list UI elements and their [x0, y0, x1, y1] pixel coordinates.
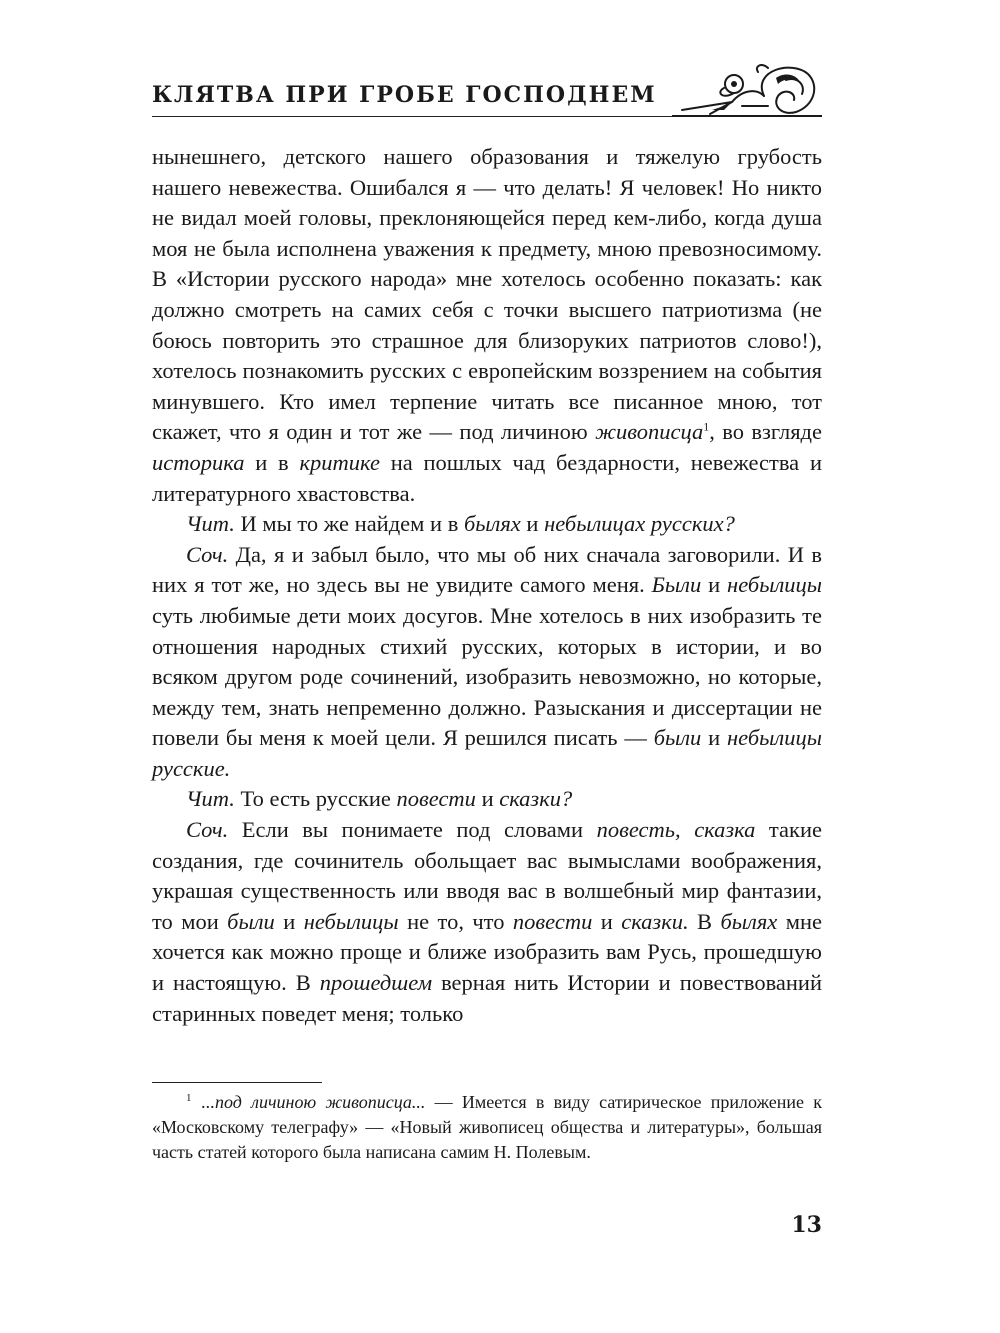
text-run: нынешнего, детского нашего образования и тяжелую грубость нашего невежества. Ошибался я — что делать! Я человек! Но никто не видал моей головы, преклоняющейся перед кем-либо, когда душа моя не была исполнена уважения к предмету, мною превозносимому. В «Истории русского народа» мне хотелось особенно показать: как должно смотреть на самих себя с точки высшего патриотизма (не боюсь повторить это страшное для близоруких патриотов слово!), хотелось познакомить русских с европейским воззрением на события минувшего. Кто имел терпение читать все писанное мною, тот скажет, что я один и тот же — под личиною — [152, 144, 822, 445]
text-run: и в — [244, 449, 300, 475]
header-rule — [152, 116, 682, 117]
italic-run: небылицы русские. — [152, 725, 822, 781]
italic-run: небылицы — [727, 572, 823, 598]
italic-run: небылицы — [303, 908, 399, 934]
text-run: такие создания, где сочинитель обольщает вас вымыслами воображения, украшая существенность или вводя вас в волшебный мир фантазии, то мои — [152, 817, 822, 934]
page-number: 13 — [791, 1212, 822, 1238]
text-run: и — [592, 908, 622, 934]
italic-run: историка — [152, 449, 245, 475]
speaker-label: Чит. — [186, 511, 235, 537]
dialogue-author-2 — [152, 815, 822, 1029]
italic-run: критике — [299, 449, 380, 475]
italic-run: небылицах русских? — [544, 511, 735, 537]
text-run: В — [688, 908, 721, 934]
italic-run: былях — [463, 511, 521, 537]
text-run: и — [274, 908, 304, 934]
text-run: То есть русские — [234, 786, 397, 812]
dialogue-reader-2 — [152, 784, 822, 815]
text-run: суть любимые дети моих досугов. Мне хотелось в них изобразить те отношения народных стихий русских, которых в истории, и во всяком другом роде сочинений, изобразить невозможно, но которые, между тем, знать непременно должно. Разыскания и диссертации не повели бы меня к моей цели. Я решился писать — — [152, 602, 822, 751]
speaker-label: Соч. — [186, 817, 229, 843]
italic-run: сказки? — [499, 786, 573, 812]
text-run: верная нить Истории и повествований старинных поведет меня; только — [152, 970, 823, 1026]
italic-run: живописца — [595, 419, 704, 445]
italic-run: повести — [512, 908, 593, 934]
running-header — [152, 60, 822, 130]
footnote-body: — Имеется в виду сатирическое приложение к «Московскому телеграфу» — «Новый живописец общества и литературы», большая часть статей которого была написана самим Н. Полевым. — [152, 1092, 822, 1162]
text-run: на пошлых чад бездарности, невежества и литературного хвастовства. — [152, 449, 822, 506]
running-title: КЛЯТВА ПРИ ГРОБЕ ГОСПОДНЕМ — [152, 82, 657, 108]
italic-run: былях — [720, 908, 778, 934]
footnote — [152, 1090, 822, 1165]
text-run: не то, что — [398, 908, 513, 934]
italic-run: Были — [651, 572, 702, 598]
italic-run: были — [227, 908, 275, 934]
text-run: И мы то же найдем и в — [234, 511, 464, 537]
italic-run: прошедшем — [319, 970, 433, 996]
footnote-text — [152, 1090, 822, 1165]
speaker-label: Чит. — [186, 786, 235, 812]
text-run: Если вы понимаете под словами — [228, 817, 597, 843]
text-run: и — [475, 786, 500, 812]
italic-run: повесть, сказка — [596, 817, 756, 843]
dialogue-author-1 — [152, 540, 822, 785]
footnote-separator — [152, 1082, 322, 1083]
text-run: Да, я и забыл было, что мы об них сначала заговорили. И в них я тот же, но здесь вы не увидите самого меня. — [152, 541, 822, 598]
paragraph-1 — [152, 142, 822, 509]
main-text — [152, 142, 822, 1029]
text-run: и — [701, 725, 728, 751]
text-run: и — [520, 511, 545, 537]
text-run: мне хочется как можно проще и ближе изобразить вам Русь, прошедшую и настоящую. В — [152, 908, 822, 996]
scroll-flourish-ornament-icon — [672, 60, 822, 122]
italic-run: повести — [396, 786, 476, 812]
footnote-mark: 1 — [186, 1092, 192, 1104]
footnote-lead: ...под личиною живописца... — [201, 1092, 426, 1112]
dialogue-reader-1 — [152, 509, 822, 540]
text-run: , во взгляде — [709, 419, 822, 445]
italic-run: были — [653, 725, 702, 751]
italic-run: сказки. — [621, 908, 689, 934]
footnote-reference: 1 — [703, 419, 710, 434]
text-run: и — [701, 572, 728, 598]
speaker-label: Соч. — [186, 541, 229, 567]
